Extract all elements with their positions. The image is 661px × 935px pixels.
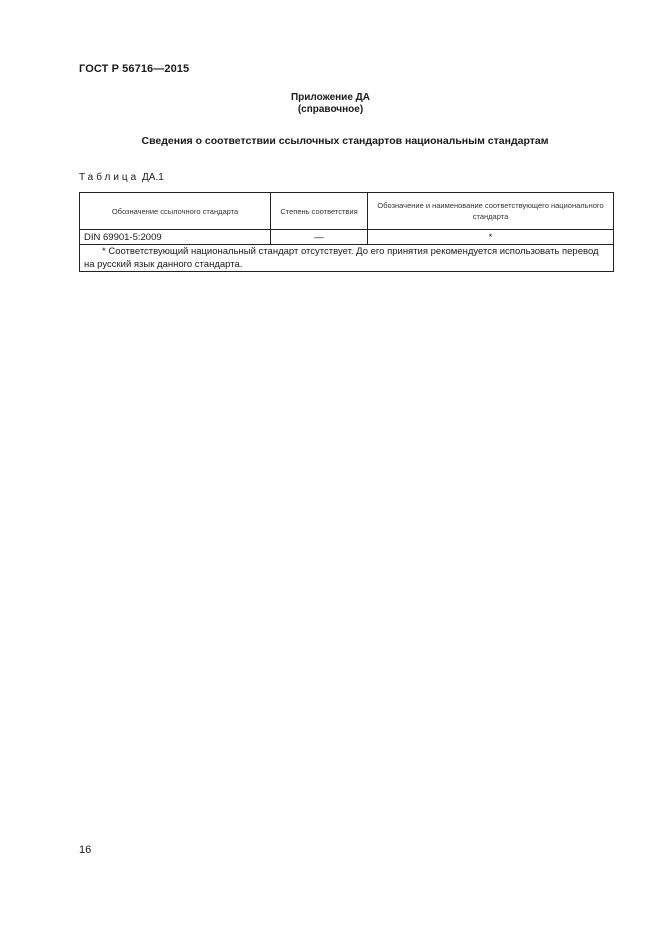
column-header-reference-standard: Обозначение ссылочного стандарта [80,193,271,230]
section-title: Сведения о соответствии ссылочных стандартов национальным стандартам [141,135,549,147]
document-code: ГОСТ Р 56716—2015 [79,63,190,75]
cell-conformity-degree: — [271,230,368,245]
table-caption-number: ДА.1 [142,172,164,183]
table-header-row [80,193,614,230]
appendix-title: Приложение ДА [290,92,371,103]
appendix-subtitle: (справочное) [297,104,364,115]
reference-standards-table [79,192,614,272]
table-footnote: * Соответствующий национальный стандарт отсутствует. До его принятия рекомендуется использовать перевод на русский язык данного стандарта. [80,245,614,272]
table-caption [79,172,164,183]
column-header-conformity-degree: Степень соответствия [271,193,368,230]
table-caption-prefix: Таблица [79,172,140,183]
cell-reference-standard: DIN 69901-5:2009 [80,230,271,245]
appendix-heading [0,92,661,116]
table-row [80,230,614,245]
column-header-national-standard: Обозначение и наименование соответствующего национального стандарта [368,193,614,230]
table-footnote-row [80,245,614,272]
cell-national-standard: * [368,230,614,245]
page-number: 16 [79,844,92,856]
